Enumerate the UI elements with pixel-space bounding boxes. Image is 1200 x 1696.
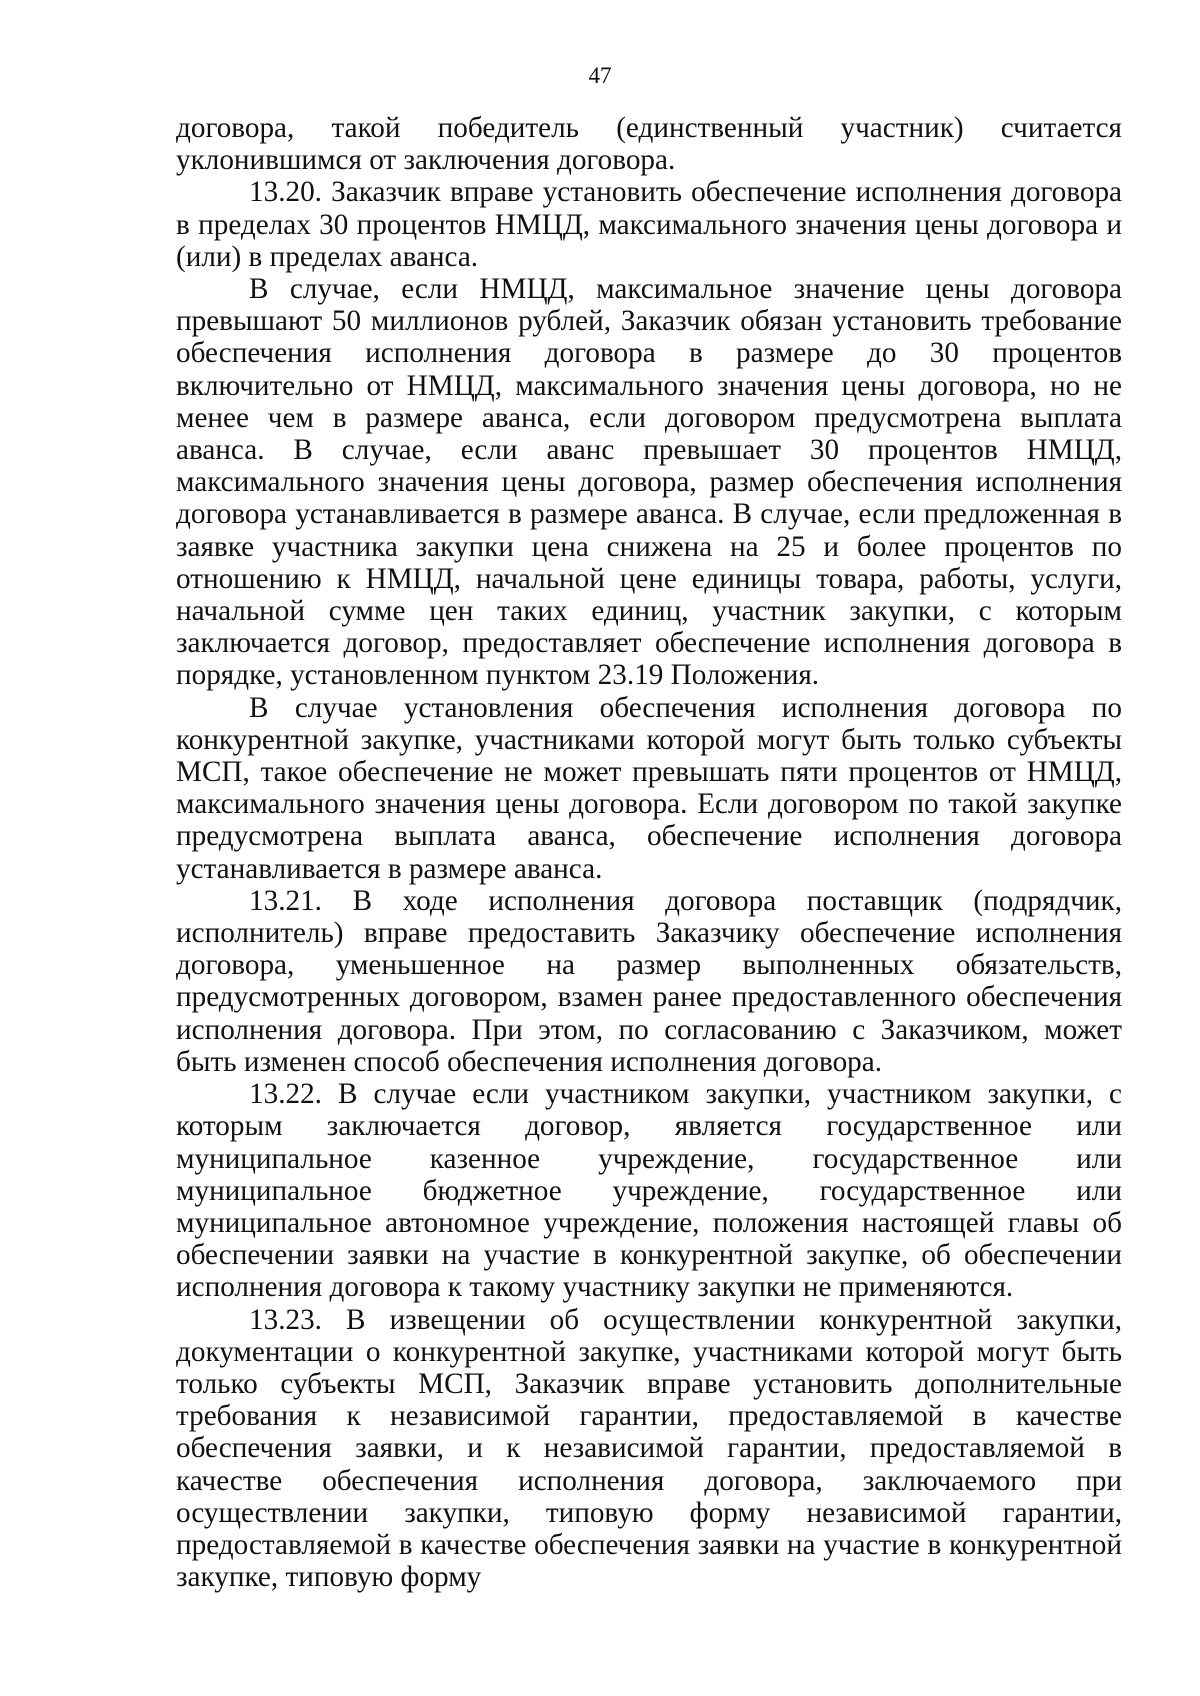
paragraph-13-23: 13.23. В извещении об осуществлении конкурентной закупки, документации о конкурентной закупке, участниками которой могут быть только субъекты МСП, Заказчик вправе установить дополнительные требования к независимой гарантии, предоставляемой в качестве обеспечения заявки, и к независимой гарантии, предоставляемой в качестве обеспечения исполнения договора, заключаемого при осуществлении закупки, типовую форму независимой гарантии, предоставляемой в качестве обеспечения заявки на участие в конкурентной закупке, типовую форму — [176, 1303, 1122, 1594]
paragraph-continuation: договора, такой победитель (единственный участник) считается уклонившимся от заключения договора. — [176, 112, 1122, 177]
paragraph-13-20-msp: В случае установления обеспечения исполнения договора по конкурентной закупке, участниками которой могут быть только субъекты МСП, такое обеспечение не может превышать пяти процентов от НМЦД, максимального значения цены договора. Если договором по такой закупке предусмотрена выплата аванса, обеспечение исполнения договора устанавливается в размере аванса. — [176, 691, 1122, 885]
paragraph-13-20: 13.20. Заказчик вправе установить обеспечение исполнения договора в пределах 30 процентов НМЦД, максимального значения цены договора и (или) в пределах аванса. — [176, 176, 1122, 273]
paragraph-13-22: 13.22. В случае если участником закупки, участником закупки, с которым заключается договор, является государственное или муниципальное казенное учреждение, государственное или муниципальное бюджетное учреждение, государственное или муниципальное автономное учреждение, положения настоящей главы об обеспечении заявки на участие в конкурентной закупке, об обеспечении исполнения договора к такому участнику закупки не применяются. — [176, 1078, 1122, 1304]
page-number: 47 — [588, 63, 612, 88]
paragraph-13-21: 13.21. В ходе исполнения договора поставщик (подрядчик, исполнитель) вправе предоставить Заказчику обеспечение исполнения договора, уменьшенное на размер выполненных обязательств, предусмотренных договором, взамен ранее предоставленного обеспечения исполнения договора. При этом, по согласованию с Заказчиком, может быть изменен способ обеспечения исполнения договора. — [176, 884, 1122, 1078]
document-body — [176, 112, 1122, 1593]
paragraph-13-20-large-contract: В случае, если НМЦД, максимальное значение цены договора превышают 50 миллионов рублей, Заказчик обязан установить требование обеспечения исполнения договора в размере до 30 процентов включительно от НМЦД, максимального значения цены договора, но не менее чем в размере аванса, если договором предусмотрена выплата аванса. В случае, если аванс превышает 30 процентов НМЦД, максимального значения цены договора, размер обеспечения исполнения договора устанавливается в размере аванса. В случае, если предложенная в заявке участника закупки цена снижена на 25 и более процентов по отношению к НМЦД, начальной цене единицы товара, работы, услуги, начальной сумме цен таких единиц, участник закупки, с которым заключается договор, предоставляет обеспечение исполнения договора в порядке, установленном пунктом 23.19 Положения. — [176, 273, 1122, 692]
